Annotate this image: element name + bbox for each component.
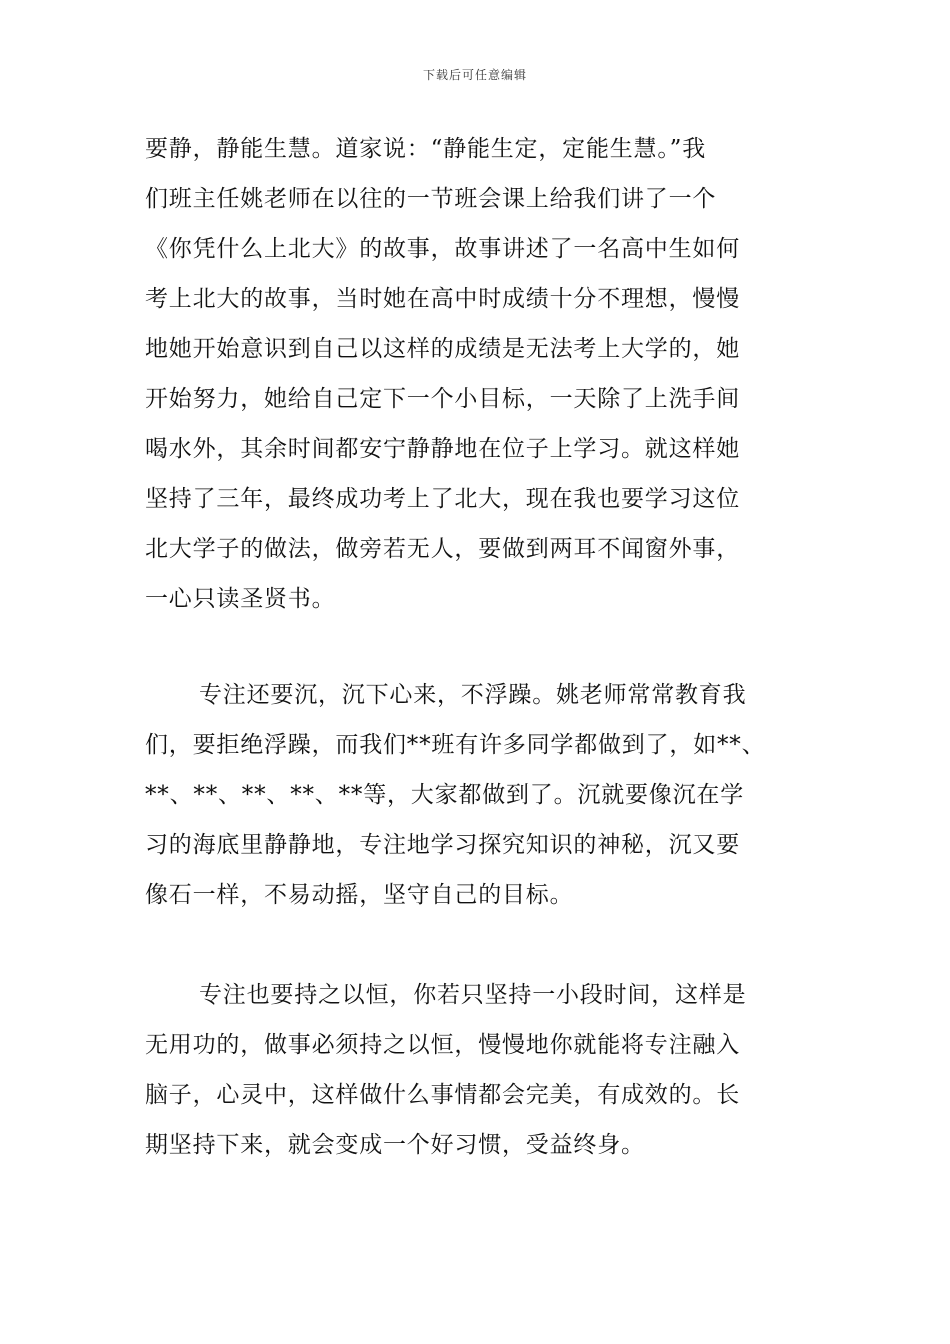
paragraph-line: 们，要拒绝浮躁，而我们**班有许多同学都做到了，如**、 (145, 732, 766, 758)
page-header: 下载后可任意编辑 (422, 68, 527, 82)
paragraph-line: 专注也要持之以恒，你若只坚持一小段时间，这样是 (199, 982, 747, 1008)
paragraph-line: 脑子，心灵中，这样做什么事情都会完美，有成效的。长 (145, 1082, 740, 1108)
paragraph-line: 习的海底里静静地，专注地学习探究知识的神秘，沉又要 (145, 832, 740, 858)
paragraph-2 (145, 670, 835, 920)
paragraph-line: 无用功的，做事必须持之以恒，慢慢地你就能将专注融入 (145, 1032, 740, 1058)
paragraph-line: 考上北大的故事，当时她在高中时成绩十分不理想，慢慢 (145, 286, 740, 312)
paragraph-line: 《你凭什么上北大》的故事，故事讲述了一名高中生如何 (145, 236, 740, 262)
paragraph-1 (145, 124, 835, 624)
paragraph-line: 要静，静能生慧。道家说：“静能生定，定能生慧。”我 (145, 136, 707, 162)
paragraph-line: 一心只读圣贤书。 (145, 586, 336, 612)
paragraph-line: 地她开始意识到自己以这样的成绩是无法考上大学的，她 (145, 336, 740, 362)
paragraph-line: **、**、**、**、**等，大家都做到了。沉就要像沉在学 (145, 782, 744, 808)
paragraph-3 (145, 970, 835, 1170)
paragraph-line: 北大学子的做法，做旁若无人，要做到两耳不闻窗外事， (145, 536, 740, 562)
paragraph-line: 像石一样，不易动摇，坚守自己的目标。 (145, 882, 574, 908)
paragraph-line: 喝水外，其余时间都安宁静静地在位子上学习。就这样她 (145, 436, 740, 462)
paragraph-line: 专注还要沉，沉下心来，不浮躁。姚老师常常教育我 (199, 682, 747, 708)
paragraph-line: 期坚持下来，就会变成一个好习惯，受益终身。 (145, 1132, 645, 1158)
paragraph-line: 开始努力，她给自己定下一个小目标，一天除了上洗手间 (145, 386, 740, 412)
paragraph-line: 坚持了三年，最终成功考上了北大，现在我也要学习这位 (145, 486, 740, 512)
paragraph-line: 们班主任姚老师在以往的一节班会课上给我们讲了一个 (145, 186, 717, 212)
